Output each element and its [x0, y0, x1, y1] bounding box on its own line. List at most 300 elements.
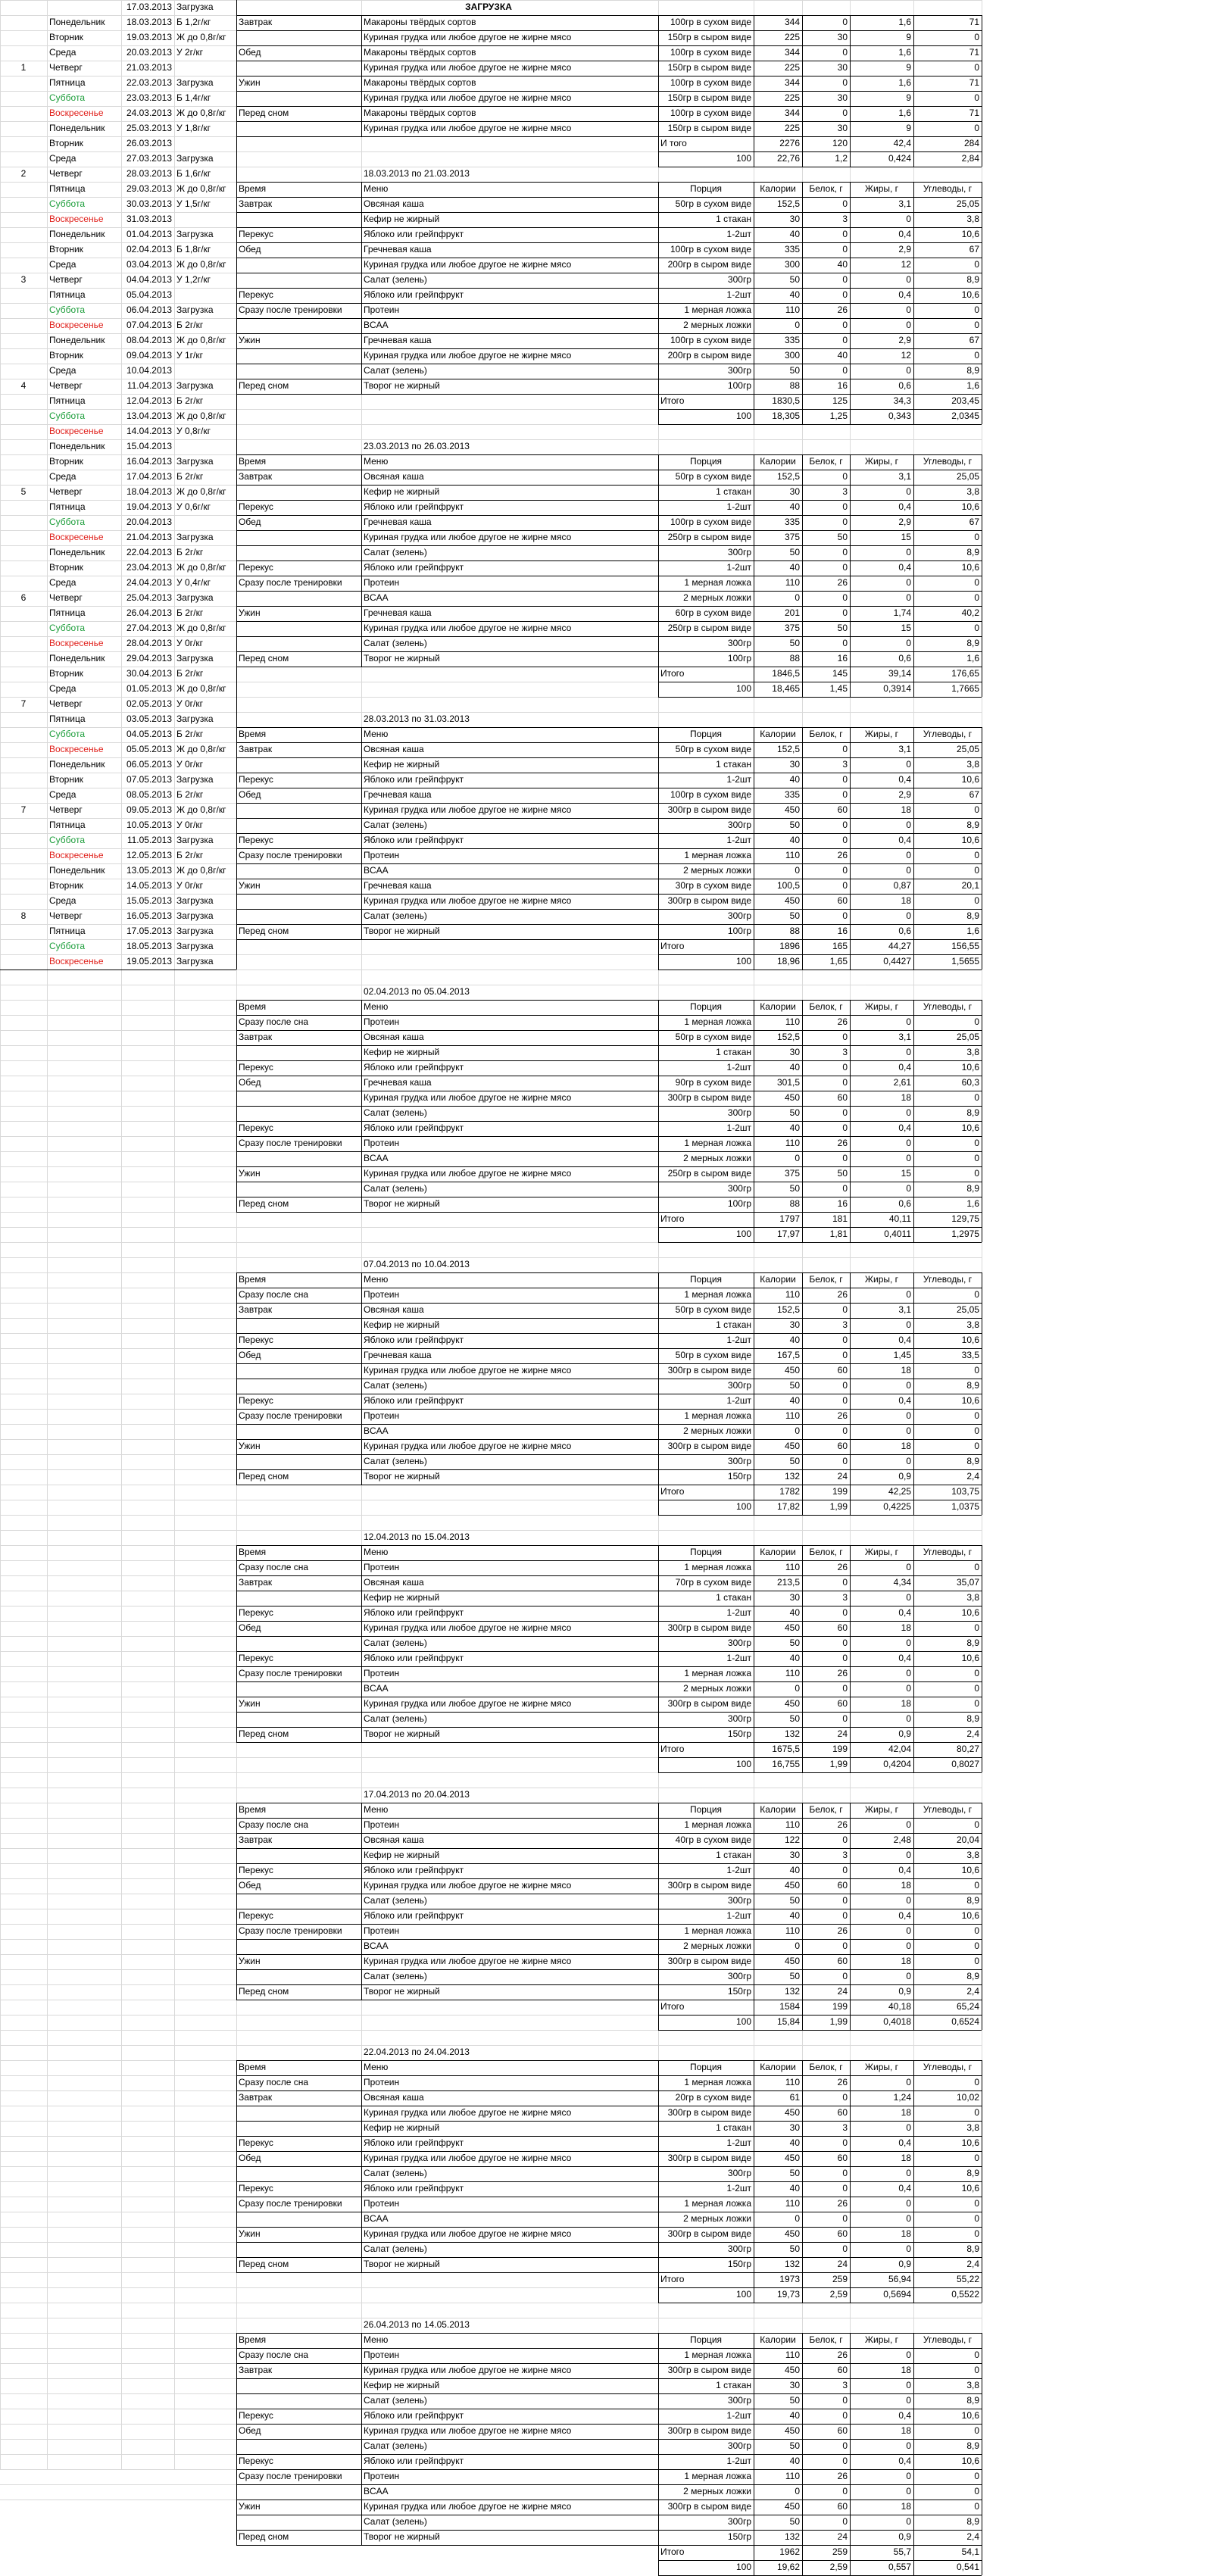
- total-fat[interactable]: 34,3: [893, 395, 911, 406]
- meal-fat[interactable]: 0: [906, 638, 911, 648]
- meal-protein[interactable]: 0: [842, 108, 848, 118]
- meal-portion[interactable]: 100гр в сухом виде: [670, 335, 751, 345]
- meal-portion[interactable]: 1 мерная ложка: [684, 1668, 751, 1678]
- schedule-date[interactable]: 28.04.2013: [126, 638, 172, 648]
- schedule-day-name[interactable]: Пятница: [49, 289, 86, 300]
- meal-fat[interactable]: 3,1: [898, 1032, 911, 1042]
- meal-protein[interactable]: 26: [837, 1668, 848, 1678]
- meal-portion[interactable]: 300гр в сыром виде: [667, 1880, 751, 1891]
- meal-fat[interactable]: 0: [906, 1941, 911, 1951]
- total-carb[interactable]: 80,27: [956, 1744, 979, 1754]
- schedule-load[interactable]: Б 2г/кг: [176, 607, 204, 618]
- schedule-date[interactable]: 13.04.2013: [126, 411, 172, 421]
- meal-carb[interactable]: 0: [974, 1925, 979, 1936]
- meal-carb[interactable]: 1,6: [966, 653, 979, 664]
- meal-kcal[interactable]: 61: [789, 2092, 800, 2103]
- meal-item[interactable]: Яблоко или грейпфрукт: [364, 1335, 464, 1345]
- meal-kcal[interactable]: 110: [785, 1138, 800, 1148]
- meal-item[interactable]: Творог не жирный: [364, 653, 440, 664]
- meal-portion[interactable]: 1 мерная ложка: [684, 2077, 751, 2087]
- meal-kcal[interactable]: 335: [784, 789, 800, 800]
- meal-carb[interactable]: 8,9: [966, 2395, 979, 2406]
- meal-item[interactable]: Кефир не жирный: [364, 486, 440, 497]
- meal-kcal[interactable]: 110: [785, 304, 800, 315]
- per-100-label[interactable]: 100: [735, 1229, 751, 1239]
- meal-kcal[interactable]: 40: [789, 1123, 800, 1133]
- meal-fat[interactable]: 0: [906, 486, 911, 497]
- meal-carb[interactable]: 10,6: [961, 2183, 979, 2194]
- meal-item[interactable]: Кефир не жирный: [364, 1850, 440, 1860]
- meal-item[interactable]: Салат (зелень): [364, 1971, 427, 1981]
- total-kcal[interactable]: 16,755: [772, 1759, 800, 1769]
- meal-item[interactable]: Овсяная каша: [364, 198, 424, 209]
- meal-carb[interactable]: 0: [974, 32, 979, 42]
- meal-time[interactable]: [236, 863, 361, 879]
- total-fat[interactable]: 42,4: [893, 138, 911, 148]
- schedule-load[interactable]: Ж до 0,8г/кг: [176, 865, 226, 876]
- meal-fat[interactable]: 9: [906, 32, 911, 42]
- meal-time[interactable]: Обед: [239, 1077, 261, 1088]
- meal-protein[interactable]: 0: [842, 2213, 848, 2224]
- meal-kcal[interactable]: 450: [784, 2365, 800, 2375]
- meal-time[interactable]: Ужин: [239, 880, 261, 891]
- meal-protein[interactable]: 24: [837, 1471, 848, 1482]
- meal-protein[interactable]: 0: [842, 229, 848, 239]
- meal-time[interactable]: Перекус: [239, 2183, 273, 2194]
- schedule-day-name[interactable]: Среда: [49, 683, 76, 694]
- header-protein[interactable]: Белок, г: [809, 729, 843, 739]
- meal-time[interactable]: Перекус: [239, 2137, 273, 2148]
- meal-fat[interactable]: 0: [906, 1138, 911, 1148]
- meal-item[interactable]: Куриная грудка или любое другое не жирне мясо: [364, 1622, 572, 1633]
- meal-kcal[interactable]: 450: [784, 804, 800, 815]
- meal-protein[interactable]: 3: [842, 1850, 848, 1860]
- meal-protein[interactable]: 0: [842, 2486, 848, 2496]
- meal-protein[interactable]: 26: [837, 1138, 848, 1148]
- meal-item[interactable]: Гречневая каша: [364, 1350, 432, 1360]
- total-protein[interactable]: 199: [832, 2001, 848, 2012]
- meal-fat[interactable]: 0: [906, 304, 911, 315]
- total-fat[interactable]: 0,557: [888, 2562, 911, 2572]
- meal-fat[interactable]: 0,6: [898, 653, 911, 664]
- meal-portion[interactable]: 50гр в сухом виде: [675, 744, 751, 754]
- schedule-date[interactable]: 07.05.2013: [126, 774, 172, 785]
- meal-fat[interactable]: 0,4: [898, 774, 911, 785]
- meal-time[interactable]: Сразу после тренировки: [239, 1668, 342, 1678]
- schedule-day-name[interactable]: Четверг: [49, 62, 83, 73]
- meal-carb[interactable]: 0: [974, 1668, 979, 1678]
- meal-time[interactable]: Сразу после тренировки: [239, 850, 342, 860]
- meal-fat[interactable]: 0: [906, 1925, 911, 1936]
- meal-kcal[interactable]: 40: [789, 1607, 800, 1618]
- total-carb[interactable]: 0,6524: [951, 2016, 979, 2027]
- total-kcal[interactable]: 22,76: [776, 153, 800, 164]
- meal-fat[interactable]: 3,1: [898, 1304, 911, 1315]
- meal-portion[interactable]: 1 мерная ложка: [684, 1819, 751, 1830]
- schedule-load[interactable]: Загрузка: [176, 941, 214, 951]
- schedule-load[interactable]: У 0г/кг: [176, 698, 203, 709]
- meal-portion[interactable]: 300гр: [727, 1456, 751, 1466]
- meal-carb[interactable]: 1,6: [966, 380, 979, 391]
- total-protein[interactable]: 2,59: [829, 2562, 848, 2572]
- total-fat[interactable]: 0,5694: [883, 2289, 911, 2300]
- schedule-day-name[interactable]: Среда: [49, 365, 76, 376]
- schedule-load[interactable]: Ж до 0,8г/кг: [176, 562, 226, 573]
- meal-kcal[interactable]: 40: [789, 1653, 800, 1663]
- header-menu[interactable]: Меню: [364, 2334, 389, 2345]
- meal-kcal[interactable]: 132: [784, 1986, 800, 1997]
- meal-carb[interactable]: 10,6: [961, 289, 979, 300]
- meal-item[interactable]: Гречневая каша: [364, 789, 432, 800]
- schedule-day-name[interactable]: Суббота: [49, 517, 85, 527]
- meal-kcal[interactable]: 301,5: [776, 1077, 800, 1088]
- meal-carb[interactable]: 0: [974, 1168, 979, 1179]
- meal-item[interactable]: Куриная грудка или любое другое не жирне мясо: [364, 2107, 572, 2118]
- meal-portion[interactable]: 1-2шт: [726, 2410, 751, 2421]
- schedule-date[interactable]: 29.04.2013: [126, 653, 172, 664]
- schedule-date[interactable]: 22.04.2013: [126, 547, 172, 557]
- total-carb[interactable]: 0,8027: [951, 1759, 979, 1769]
- meal-kcal[interactable]: 213,5: [776, 1577, 800, 1588]
- meal-portion[interactable]: 250гр в сыром виде: [667, 623, 751, 633]
- meal-portion[interactable]: 1-2шт: [726, 1123, 751, 1133]
- header-fat[interactable]: Жиры, г: [864, 729, 899, 739]
- meal-protein[interactable]: 60: [837, 2153, 848, 2163]
- meal-fat[interactable]: 0,4: [898, 1653, 911, 1663]
- meal-item[interactable]: Салат (зелень): [364, 1107, 427, 1118]
- schedule-date[interactable]: 29.03.2013: [126, 183, 172, 194]
- meal-protein[interactable]: 26: [837, 2198, 848, 2209]
- meal-carb[interactable]: 3,8: [966, 1850, 979, 1860]
- meal-time[interactable]: Перекус: [239, 1395, 273, 1406]
- schedule-date[interactable]: 08.05.2013: [126, 789, 172, 800]
- meal-fat[interactable]: 0: [906, 1047, 911, 1057]
- meal-fat[interactable]: 0: [906, 1380, 911, 1391]
- meal-carb[interactable]: 8,9: [966, 638, 979, 648]
- total-kcal[interactable]: 19,62: [776, 2562, 800, 2572]
- total-kcal[interactable]: 1675,5: [772, 1744, 800, 1754]
- header-menu[interactable]: Меню: [364, 1547, 389, 1557]
- meal-kcal[interactable]: 132: [784, 2531, 800, 2542]
- meal-fat[interactable]: 18: [901, 1622, 911, 1633]
- meal-kcal[interactable]: 110: [785, 1562, 800, 1572]
- schedule-day-name[interactable]: Понедельник: [49, 229, 105, 239]
- total-label[interactable]: Итого: [660, 668, 685, 679]
- meal-kcal[interactable]: 450: [784, 1698, 800, 1709]
- meal-fat[interactable]: 18: [901, 804, 911, 815]
- meal-protein[interactable]: 0: [842, 2410, 848, 2421]
- meal-item[interactable]: Салат (зелень): [364, 2168, 427, 2178]
- total-carb[interactable]: 0,541: [956, 2562, 979, 2572]
- meal-carb[interactable]: 8,9: [966, 1380, 979, 1391]
- meal-fat[interactable]: 1,24: [893, 2092, 911, 2103]
- meal-protein[interactable]: 0: [842, 289, 848, 300]
- meal-kcal[interactable]: 50: [789, 2243, 800, 2254]
- meal-item[interactable]: Салат (зелень): [364, 2243, 427, 2254]
- total-kcal[interactable]: 17,82: [776, 1501, 800, 1512]
- schedule-day-name[interactable]: Вторник: [49, 456, 83, 467]
- meal-item[interactable]: Салат (зелень): [364, 1895, 427, 1906]
- meal-time[interactable]: Перекус: [239, 501, 273, 512]
- meal-kcal[interactable]: 40: [789, 289, 800, 300]
- per-100-label[interactable]: 100: [735, 2289, 751, 2300]
- header-carb[interactable]: Углеводы, г: [923, 2062, 973, 2072]
- schedule-day-name[interactable]: Пятница: [49, 77, 86, 88]
- meal-carb[interactable]: 3,8: [966, 2380, 979, 2390]
- meal-item[interactable]: Куриная грудка или любое другое не жирне мясо: [364, 123, 572, 133]
- meal-kcal[interactable]: 40: [789, 562, 800, 573]
- header-portion[interactable]: Порция: [689, 183, 723, 194]
- meal-portion[interactable]: 300гр в сыром виде: [667, 804, 751, 815]
- schedule-date[interactable]: 20.03.2013: [126, 47, 172, 58]
- schedule-date[interactable]: 12.04.2013: [126, 395, 172, 406]
- meal-portion[interactable]: 300гр: [727, 638, 751, 648]
- meal-fat[interactable]: 9: [906, 92, 911, 103]
- meal-item[interactable]: Куриная грудка или любое другое не жирне мясо: [364, 804, 572, 815]
- meal-protein[interactable]: 0: [842, 198, 848, 209]
- meal-fat[interactable]: 18: [901, 2365, 911, 2375]
- schedule-date[interactable]: 23.04.2013: [126, 562, 172, 573]
- meal-portion[interactable]: 150гр в сыром виде: [667, 92, 751, 103]
- meal-kcal[interactable]: 335: [784, 517, 800, 527]
- meal-fat[interactable]: 0: [906, 1153, 911, 1163]
- meal-fat[interactable]: 0: [906, 365, 911, 376]
- meal-fat[interactable]: 12: [901, 350, 911, 361]
- meal-carb[interactable]: 0: [974, 2365, 979, 2375]
- meal-kcal[interactable]: 167,5: [776, 1350, 800, 1360]
- header-kcal[interactable]: Калории: [760, 1001, 796, 1012]
- meal-portion[interactable]: 1-2шт: [726, 1062, 751, 1073]
- meal-kcal[interactable]: 50: [789, 1895, 800, 1906]
- schedule-day-name[interactable]: Среда: [49, 789, 76, 800]
- meal-portion[interactable]: 1-2шт: [726, 562, 751, 573]
- meal-portion[interactable]: 2 мерных ложки: [683, 1153, 751, 1163]
- meal-portion[interactable]: 1 стакан: [716, 1047, 751, 1057]
- meal-portion[interactable]: 100гр: [727, 926, 751, 936]
- meal-protein[interactable]: 0: [842, 244, 848, 254]
- meal-item[interactable]: Кефир не жирный: [364, 2122, 440, 2133]
- header-menu[interactable]: Меню: [364, 2062, 389, 2072]
- header-protein[interactable]: Белок, г: [809, 456, 843, 467]
- meal-time[interactable]: [236, 803, 361, 818]
- schedule-day-name[interactable]: Суббота: [49, 304, 85, 315]
- meal-carb[interactable]: 0: [974, 1289, 979, 1300]
- schedule-day-name[interactable]: Пятница: [49, 395, 86, 406]
- schedule-date[interactable]: 15.04.2013: [126, 441, 172, 451]
- meal-protein[interactable]: 60: [837, 2501, 848, 2512]
- schedule-day-name[interactable]: Вторник: [49, 774, 83, 785]
- total-carb[interactable]: 1,2975: [951, 1229, 979, 1239]
- meal-protein[interactable]: 3: [842, 2380, 848, 2390]
- meal-protein[interactable]: 30: [837, 92, 848, 103]
- schedule-date[interactable]: 26.03.2013: [126, 138, 172, 148]
- schedule-date[interactable]: 02.05.2013: [126, 698, 172, 709]
- meal-item[interactable]: Макароны твёрдых сортов: [364, 17, 476, 27]
- meal-carb[interactable]: 71: [969, 47, 979, 58]
- schedule-load[interactable]: Загрузка: [176, 926, 214, 936]
- header-protein[interactable]: Белок, г: [809, 2062, 843, 2072]
- meal-fat[interactable]: 0: [906, 2440, 911, 2451]
- total-carb[interactable]: 55,22: [956, 2274, 979, 2284]
- meal-carb[interactable]: 10,6: [961, 2410, 979, 2421]
- meal-kcal[interactable]: 0: [795, 1683, 800, 1694]
- meal-protein[interactable]: 0: [842, 1683, 848, 1694]
- meal-kcal[interactable]: 225: [784, 62, 800, 73]
- meal-item[interactable]: Куриная грудка или любое другое не жирне мясо: [364, 895, 572, 906]
- meal-fat[interactable]: 1,6: [898, 77, 911, 88]
- meal-kcal[interactable]: 40: [789, 2456, 800, 2466]
- total-fat[interactable]: 40,18: [888, 2001, 911, 2012]
- meal-portion[interactable]: 200гр в сыром виде: [667, 350, 751, 361]
- meal-protein[interactable]: 0: [842, 471, 848, 482]
- meal-time[interactable]: Перед сном: [239, 2259, 289, 2269]
- meal-item[interactable]: Овсяная каша: [364, 1834, 424, 1845]
- meal-item[interactable]: Творог не жирный: [364, 926, 440, 936]
- meal-kcal[interactable]: 344: [784, 17, 800, 27]
- meal-time[interactable]: [236, 1894, 361, 1909]
- meal-protein[interactable]: 50: [837, 1168, 848, 1179]
- total-label[interactable]: Итого: [660, 1486, 685, 1497]
- meal-kcal[interactable]: 110: [785, 850, 800, 860]
- header-time[interactable]: Время: [239, 1547, 267, 1557]
- meal-fat[interactable]: 18: [901, 1956, 911, 1966]
- meal-kcal[interactable]: 450: [784, 2501, 800, 2512]
- meal-portion[interactable]: 1 мерная ложка: [684, 2350, 751, 2360]
- header-fat[interactable]: Жиры, г: [864, 1804, 899, 1815]
- per-100-label[interactable]: 100: [735, 683, 751, 694]
- meal-kcal[interactable]: 40: [789, 1910, 800, 1921]
- meal-kcal[interactable]: 152,5: [776, 1032, 800, 1042]
- meal-fat[interactable]: 0,9: [898, 2531, 911, 2542]
- total-kcal[interactable]: 1846,5: [772, 668, 800, 679]
- meal-fat[interactable]: 18: [901, 2228, 911, 2239]
- meal-kcal[interactable]: 50: [789, 547, 800, 557]
- meal-carb[interactable]: 71: [969, 108, 979, 118]
- meal-item[interactable]: Гречневая каша: [364, 244, 432, 254]
- meal-kcal[interactable]: 50: [789, 1456, 800, 1466]
- schedule-week-number[interactable]: 8: [20, 910, 27, 921]
- meal-kcal[interactable]: 30: [789, 1592, 800, 1603]
- schedule-day-name[interactable]: Среда: [49, 577, 76, 588]
- schedule-load[interactable]: Б 2г/кг: [176, 471, 204, 482]
- meal-carb[interactable]: 0: [974, 1956, 979, 1966]
- meal-protein[interactable]: 0: [842, 910, 848, 921]
- schedule-day-name[interactable]: Среда: [49, 471, 76, 482]
- meal-item[interactable]: Овсяная каша: [364, 1577, 424, 1588]
- schedule-date[interactable]: 20.04.2013: [126, 517, 172, 527]
- meal-carb[interactable]: 8,9: [966, 2243, 979, 2254]
- schedule-day-name[interactable]: Суббота: [49, 729, 85, 739]
- meal-time[interactable]: Обед: [239, 2425, 261, 2436]
- header-kcal[interactable]: Калории: [760, 456, 796, 467]
- meal-carb[interactable]: 0: [974, 2153, 979, 2163]
- meal-fat[interactable]: 15: [901, 1168, 911, 1179]
- meal-fat[interactable]: 0: [906, 214, 911, 224]
- meal-fat[interactable]: 0,4: [898, 1062, 911, 1073]
- meal-protein[interactable]: 60: [837, 804, 848, 815]
- schedule-day-name[interactable]: Пятница: [49, 501, 86, 512]
- meal-item[interactable]: Куриная грудка или любое другое не жирне мясо: [364, 623, 572, 633]
- meal-kcal[interactable]: 100,5: [776, 880, 800, 891]
- meal-time[interactable]: [236, 621, 361, 636]
- meal-time[interactable]: [236, 1591, 361, 1606]
- meal-item[interactable]: Макароны твёрдых сортов: [364, 77, 476, 88]
- meal-carb[interactable]: 0: [974, 2107, 979, 2118]
- meal-kcal[interactable]: 40: [789, 2137, 800, 2148]
- meal-fat[interactable]: 0: [906, 2122, 911, 2133]
- meal-time[interactable]: Завтрак: [239, 1032, 273, 1042]
- meal-portion[interactable]: 300гр: [727, 1183, 751, 1194]
- meal-protein[interactable]: 16: [837, 926, 848, 936]
- meal-fat[interactable]: 0: [906, 850, 911, 860]
- meal-fat[interactable]: 2,9: [898, 517, 911, 527]
- meal-protein[interactable]: 0: [842, 2243, 848, 2254]
- meal-time[interactable]: Сразу после тренировки: [239, 1138, 342, 1148]
- meal-time[interactable]: [236, 364, 361, 379]
- schedule-date[interactable]: 17.03.2013: [126, 2, 172, 12]
- meal-time[interactable]: [236, 894, 361, 909]
- meal-time[interactable]: Завтрак: [239, 2092, 273, 2103]
- meal-portion[interactable]: 150гр: [727, 2531, 751, 2542]
- meal-kcal[interactable]: 152,5: [776, 471, 800, 482]
- total-protein[interactable]: 1,45: [829, 683, 848, 694]
- total-carb[interactable]: 129,75: [951, 1213, 979, 1224]
- header-protein[interactable]: Белок, г: [809, 1001, 843, 1012]
- meal-portion[interactable]: 100гр в сухом виде: [670, 47, 751, 58]
- meal-time[interactable]: Обед: [239, 1350, 261, 1360]
- meal-carb[interactable]: 8,9: [966, 1183, 979, 1194]
- schedule-load[interactable]: Ж до 0,8г/кг: [176, 804, 226, 815]
- meal-portion[interactable]: 300гр: [727, 820, 751, 830]
- meal-time[interactable]: Ужин: [239, 77, 261, 88]
- header-protein[interactable]: Белок, г: [809, 1274, 843, 1285]
- meal-portion[interactable]: 150гр: [727, 2259, 751, 2269]
- meal-protein[interactable]: 0: [842, 562, 848, 573]
- meal-kcal[interactable]: 30: [789, 1047, 800, 1057]
- meal-fat[interactable]: 0: [906, 2380, 911, 2390]
- meal-kcal[interactable]: 0: [795, 2486, 800, 2496]
- meal-kcal[interactable]: 40: [789, 1865, 800, 1875]
- meal-protein[interactable]: 0: [842, 1380, 848, 1391]
- schedule-load[interactable]: Б 2г/кг: [176, 729, 204, 739]
- meal-protein[interactable]: 26: [837, 850, 848, 860]
- meal-item[interactable]: Творог не жирный: [364, 1198, 440, 1209]
- meal-kcal[interactable]: 132: [784, 1471, 800, 1482]
- meal-carb[interactable]: 10,6: [961, 835, 979, 845]
- meal-protein[interactable]: 60: [837, 2365, 848, 2375]
- meal-carb[interactable]: 0: [974, 1622, 979, 1633]
- schedule-day-name[interactable]: Четверг: [49, 168, 83, 179]
- meal-time[interactable]: [236, 1848, 361, 1863]
- meal-carb[interactable]: 67: [969, 335, 979, 345]
- meal-portion[interactable]: 1 стакан: [716, 1592, 751, 1603]
- meal-kcal[interactable]: 30: [789, 1319, 800, 1330]
- meal-fat[interactable]: 0: [906, 1713, 911, 1724]
- meal-kcal[interactable]: 450: [784, 2153, 800, 2163]
- meal-time[interactable]: Завтрак: [239, 2365, 273, 2375]
- header-fat[interactable]: Жиры, г: [864, 1547, 899, 1557]
- meal-portion[interactable]: 1 мерная ложка: [684, 304, 751, 315]
- meal-time[interactable]: [236, 1939, 361, 1954]
- schedule-load[interactable]: Б 2г/кг: [176, 320, 204, 330]
- meal-carb[interactable]: 1,6: [966, 926, 979, 936]
- meal-carb[interactable]: 0: [974, 1365, 979, 1375]
- meal-protein[interactable]: 60: [837, 1365, 848, 1375]
- meal-time[interactable]: Перекус: [239, 835, 273, 845]
- meal-carb[interactable]: 0: [974, 2077, 979, 2087]
- meal-kcal[interactable]: 132: [784, 1728, 800, 1739]
- schedule-day-name[interactable]: Понедельник: [49, 865, 105, 876]
